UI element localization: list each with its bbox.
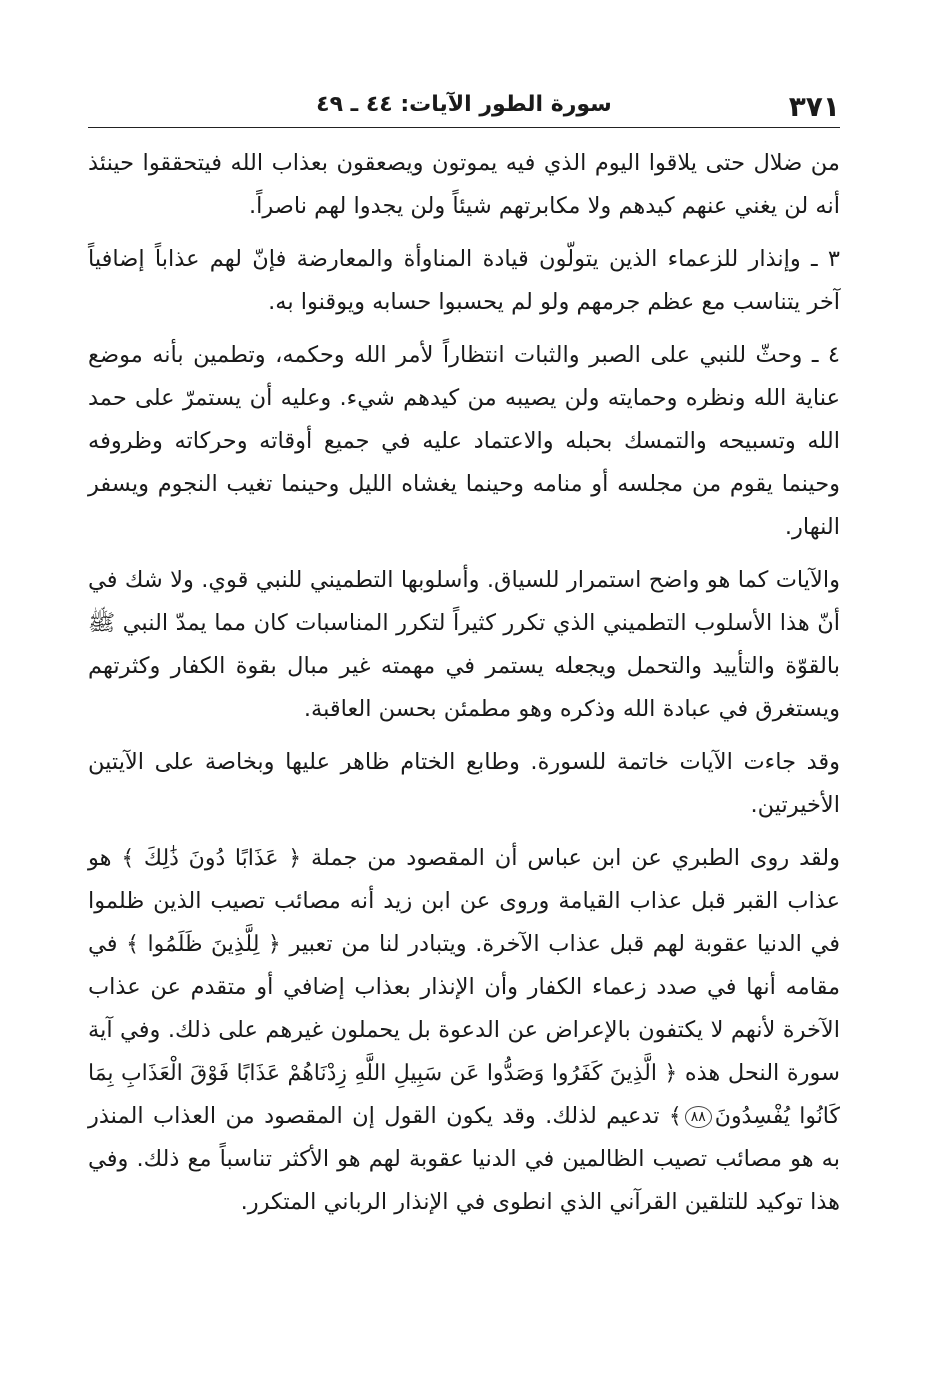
paragraph-1: من ضلال حتى يلاقوا اليوم الذي فيه يموتون ويصعقون بعذاب الله فيتحققوا حينئذ أنه لن يغني عنهم كيدهم ولا مكابرتهم شيئاً ولن يجدوا لهم ناصراً. [88, 150, 840, 219]
paragraph-6 [88, 837, 840, 1224]
paragraph-4: والآيات كما هو واضح استمرار للسياق. وأسلوبها التطميني للنبي قوي. ولا شك في أنّ هذا الأسلوب التطميني الذي تكرر كثيراً لتكرر المناسبات كان مما يمدّ النبي ﷺ بالقوّة والتأييد والتحمل ويجعله يستمر في مهمته غير مبال بقوة الكفار وكثرتهم ويستغرق في عبادة الله وذكره وهو مطمئن بحسن العاقبة. [88, 567, 840, 722]
paragraph-5: وقد جاءت الآيات خاتمة للسورة. وطابع الختام ظاهر عليها وبخاصة على الآيتين الأخيرتين. [88, 749, 840, 818]
running-title: سورة الطور الآيات: ٤٤ ـ ٤٩ [316, 92, 612, 117]
paragraph-6-text-4: تدعيم لذلك. وقد يكون القول إن المقصود من العذاب المنذر به هو مصائب تصيب الظالمين في الدنيا عقوبة لهم هو الأكثر تناسباً مع ذلك. وفي هذا توكيد للتلقين القرآني الذي انطوى في الإنذار الرباني المتكرر. [88, 1103, 840, 1215]
quran-quote-3-close: ﴾ [668, 1104, 682, 1129]
quran-quote-1: ﴿ عَذَابًا دُونَ ذَٰلِكَ ﴾ [121, 846, 302, 871]
quran-quote-3: ﴿ الَّذِينَ كَفَرُوا وَصَدُّوا عَن سَبِيلِ اللَّهِ زِدْنَاهُمْ عَذَابًا فَوْقَ الْعَذَابِ بِمَا كَانُوا يُفْسِدُونَ [88, 1061, 840, 1129]
page-number: ٣٧١ [788, 90, 840, 123]
page-header [88, 80, 840, 128]
verse-number-marker: ٨٨ [685, 1106, 712, 1128]
page-body [88, 142, 840, 1224]
quran-quote-2: ﴿ لِلَّذِينَ ظَلَمُوا ﴾ [126, 932, 281, 957]
paragraph-6-text-3: في مقامه أنها في صدد زعماء الكفار وأن الإنذار بعذاب إضافي أو متقدم عن عذاب الآخرة لأنهم لا يكتفون بالإعراض عن الدعوة بل يحملون غيرهم على ذلك. وفي آية سورة النحل هذه [88, 931, 841, 1086]
paragraph-6-text-2: هو عذاب القبر قبل عذاب القيامة وروى عن ابن زيد أنه مصائب تصيب الذين ظلموا في الدنيا عقوبة لهم قبل عذاب الآخرة. ويتبادر لنا من تعبير [88, 845, 841, 957]
paragraph-3: ٤ ـ وحثّ للنبي على الصبر والثبات انتظاراً لأمر الله وحكمه، وتطمين بأنه موضع عناية الله ونظره وحمايته ولن يصيبه من كيدهم شيء. وعليه أن يستمرّ على حمد الله وتسبيحه والتمسك بحبله والاعتماد عليه في جميع أوقاته وحركاته وظروفه وحينما يقوم من مجلسه أو منامه وحينما يغشاه الليل وحينما تغيب النجوم ويسفر النهار. [88, 342, 840, 540]
book-page [88, 80, 840, 1234]
paragraph-6-text-1: ولقد روى الطبري عن ابن عباس أن المقصود من جملة [310, 845, 840, 871]
paragraph-2: ٣ ـ وإنذار للزعماء الذين يتولّون قيادة المناوأة والمعارضة فإنّ لهم عذاباً إضافياً آخر يتناسب مع عظم جرمهم ولو لم يحسبوا حسابه ويوقنوا به. [88, 246, 840, 315]
